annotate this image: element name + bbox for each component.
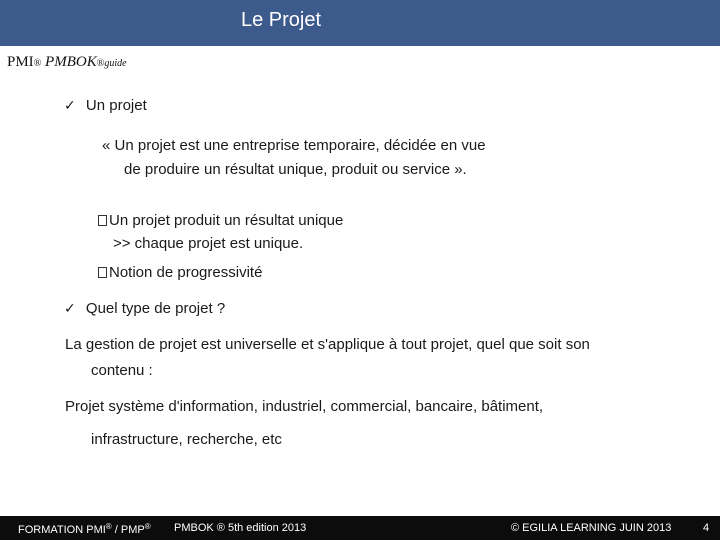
- page-number: 4: [703, 522, 710, 534]
- definition-quote-line-1: « Un projet est une entreprise temporaire, décidée en vue: [102, 137, 486, 154]
- section-heading-type-de-projet: [64, 300, 225, 317]
- section-heading-un-projet: [64, 97, 147, 114]
- bullet-box-icon: [98, 215, 107, 226]
- slide-title: Le Projet: [240, 9, 322, 31]
- checkmark-icon: ✓: [64, 97, 76, 113]
- pmi-label: PMI: [7, 54, 34, 70]
- subtitle-pmbok-guide: [7, 54, 127, 71]
- bullet-point-unique-result-continuation: >> chaque projet est unique.: [113, 235, 304, 252]
- registered-mark: ®: [33, 58, 42, 69]
- registered-mark: ®: [96, 58, 105, 69]
- paragraph-types-line-1: Projet système d'information, industriel, commercial, bancaire, bâtiment,: [65, 398, 544, 415]
- title-bar: [0, 0, 720, 46]
- bullet-point-progressivite: [98, 264, 262, 281]
- pmbok-label: PMBOK: [41, 54, 97, 70]
- paragraph-gestion-line-1: La gestion de projet est universelle et s'applique à tout projet, quel que soit son: [65, 336, 590, 353]
- bullet-box-icon: [98, 267, 107, 278]
- footer-copyright: © EGILIA LEARNING JUIN 2013: [511, 522, 672, 534]
- bullet-text: Notion de progressivité: [109, 264, 263, 281]
- footer-bar: [0, 516, 720, 540]
- guide-label: guide: [104, 58, 127, 69]
- heading-text: Un projet: [85, 97, 147, 114]
- registered-mark: ®: [105, 522, 112, 531]
- paragraph-gestion-line-2: contenu :: [91, 362, 153, 379]
- registered-mark: ®: [144, 522, 151, 531]
- footer-edition: PMBOK ® 5th edition 2013: [174, 522, 307, 534]
- footer-course-text: / PMP: [111, 524, 145, 536]
- bullet-text: Un projet produit un résultat unique: [109, 212, 344, 229]
- footer-course-label: [18, 522, 151, 536]
- footer-course-text: FORMATION PMI: [18, 524, 106, 536]
- paragraph-types-line-2: infrastructure, recherche, etc: [91, 431, 282, 448]
- heading-text: Quel type de projet ?: [85, 300, 226, 317]
- bullet-point-unique-result: [98, 212, 343, 229]
- checkmark-icon: ✓: [64, 300, 76, 316]
- definition-quote-line-2: de produire un résultat unique, produit ou service ».: [124, 161, 467, 178]
